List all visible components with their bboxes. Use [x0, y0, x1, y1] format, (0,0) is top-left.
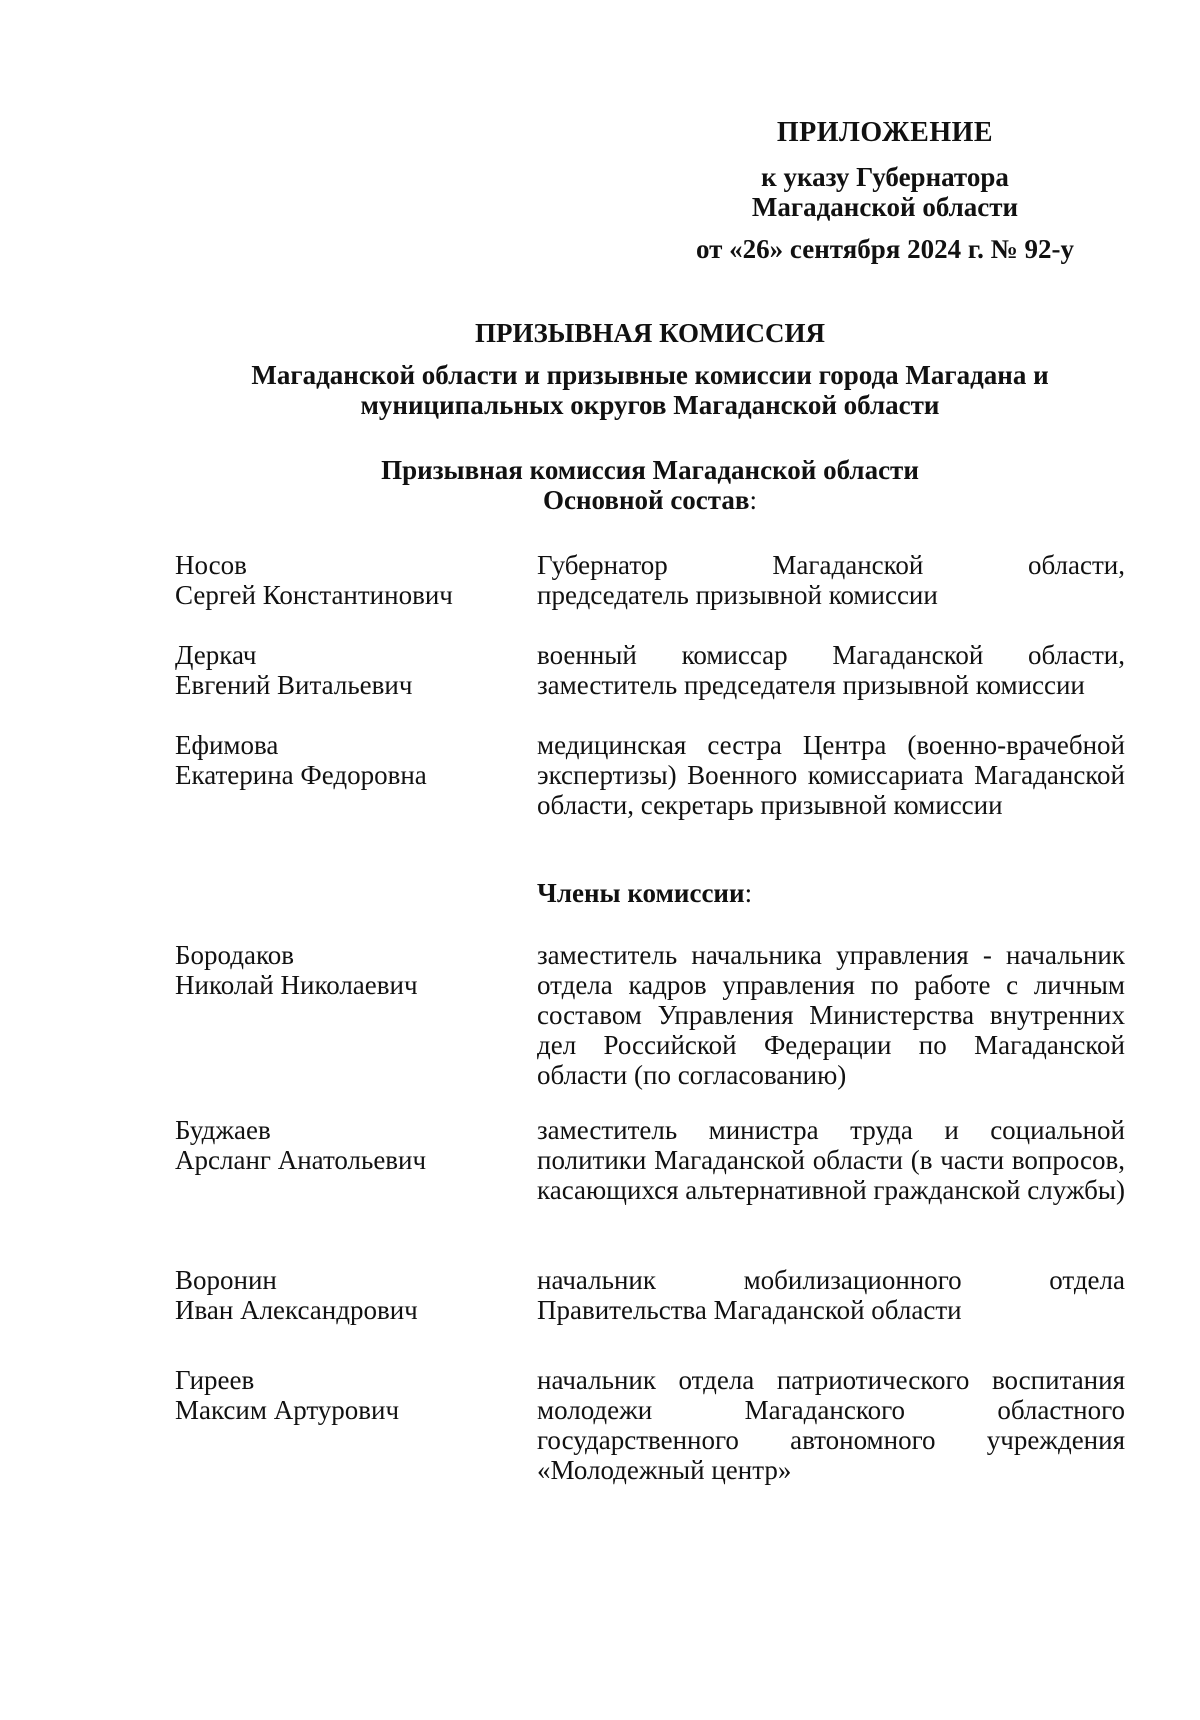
- role-line-2: заместитель председателя призывной комиссии: [537, 670, 1085, 700]
- person-surname: Буджаев: [175, 1115, 271, 1145]
- person-role: [537, 1265, 1125, 1325]
- core-label: [180, 485, 1120, 515]
- appendix-line-2: Магаданской области: [751, 192, 1019, 222]
- document-subtitle: [180, 360, 1120, 420]
- person-surname: Ефимова: [175, 730, 279, 760]
- person-surname: Носов: [175, 550, 247, 580]
- person-role: [537, 550, 1125, 610]
- person-surname: Воронин: [175, 1265, 277, 1295]
- person-role: начальник отдела патриотического воспитания молодежи Магаданского областного государственного автономного учреждения «Молодежный центр»: [537, 1365, 1125, 1485]
- appendix-line-1: к указу Губернатора: [761, 162, 1009, 192]
- person-name: [175, 640, 505, 700]
- person-given-name: Николай Николаевич: [175, 970, 418, 1000]
- section-heading: [180, 455, 1120, 515]
- person-surname: Гиреев: [175, 1365, 255, 1395]
- members-heading: [537, 878, 752, 908]
- role-line-1: начальник мобилизационного отдела: [537, 1265, 1125, 1295]
- person-given-name: Евгений Витальевич: [175, 670, 413, 700]
- person-name: [175, 1265, 505, 1325]
- section-title: Призывная комиссия Магаданской области: [381, 455, 919, 485]
- person-role: заместитель министра труда и социальной политики Магаданской области (в части вопросов, касающихся альтернативной гражданской службы): [537, 1115, 1126, 1205]
- person-role: [537, 640, 1125, 700]
- members-label-colon: :: [744, 878, 753, 908]
- appendix-block: [660, 118, 1110, 264]
- person-given-name: Сергей Константинович: [175, 580, 453, 610]
- person-given-name: Екатерина Федоровна: [175, 760, 427, 790]
- core-label-colon: :: [749, 485, 757, 515]
- person-given-name: Арсланг Анатольевич: [175, 1145, 427, 1175]
- person-name: [175, 1365, 505, 1425]
- person-name: [175, 550, 505, 610]
- person-name: [175, 940, 505, 1000]
- person-given-name: Максим Артурович: [175, 1395, 400, 1425]
- person-given-name: Иван Александрович: [175, 1295, 418, 1325]
- subtitle-line-1: Магаданской области и призывные комиссии города Магадана и: [251, 360, 1049, 390]
- person-name: [175, 730, 505, 790]
- role-line-2: председатель призывной комиссии: [537, 580, 938, 610]
- role-line-2: Правительства Магаданской области: [537, 1295, 962, 1325]
- person-surname: Деркач: [175, 640, 257, 670]
- person-surname: Бородаков: [175, 940, 294, 970]
- role-line-1: военный комиссар Магаданской области,: [537, 640, 1125, 670]
- role-line-1: Губернатор Магаданской области,: [537, 550, 1125, 580]
- subtitle-line-2: муниципальных округов Магаданской области: [360, 390, 940, 420]
- person-name: [175, 1115, 505, 1175]
- person-role: медицинская сестра Центра (военно-врачебной экспертизы) Военного комиссариата Магаданской области, секретарь призывной комиссии: [537, 730, 1125, 820]
- document-title: ПРИЗЫВНАЯ КОМИССИЯ: [475, 318, 825, 348]
- appendix-title: ПРИЛОЖЕНИЕ: [776, 117, 994, 148]
- appendix-date: от «26» сентября 2024 г. № 92-у: [696, 234, 1074, 264]
- core-label-text: Основной состав: [543, 485, 750, 515]
- members-label: Члены комиссии: [537, 878, 745, 908]
- person-role: заместитель начальника управления - начальник отдела кадров управления по работе с личным составом Управления Министерства внутренних дел Российской Федерации по Магаданской области (по согласованию): [537, 940, 1125, 1090]
